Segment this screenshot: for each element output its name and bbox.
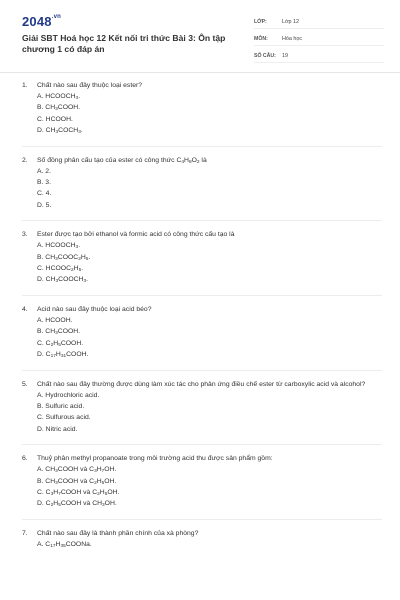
answer-option-b[interactable]: B. 3. (37, 179, 51, 187)
answer-option-d[interactable]: D. 5. (37, 201, 52, 209)
question-2 (22, 155, 382, 212)
answer-option-b[interactable]: B. $CH_3COOH$. (37, 328, 81, 337)
answer-options (22, 390, 382, 436)
question-number: 6. (22, 455, 28, 463)
answer-option-a[interactable]: A. $HCOOCH_3$. (37, 242, 81, 251)
question-divider (22, 295, 382, 296)
meta-value: Lớp 12 (282, 18, 300, 25)
answer-options (22, 464, 382, 510)
question-text: Chất nào sau đây là thành phần chính của xà phòng? (37, 529, 199, 537)
question-text: Chất nào sau đây thường được dùng làm xúc tác cho phản ứng điều chế ester từ carboxylic acid và alcohol? (37, 380, 366, 388)
meta-question-count (254, 50, 384, 63)
logo-suffix: .vn (51, 14, 62, 20)
document-meta (254, 16, 384, 67)
question-4 (22, 304, 382, 361)
question-text: Chất nào sau đây thuộc loại ester? (37, 82, 143, 89)
answer-option-c[interactable]: C. 4. (37, 190, 52, 198)
subscript: 2 (50, 342, 54, 348)
question-6 (22, 453, 382, 510)
answer-option-a[interactable]: A. 2. (37, 167, 51, 175)
question-divider (22, 220, 382, 221)
subscript: 3 (55, 279, 59, 285)
answer-option-a[interactable]: A. Hydrochloric acid. (37, 391, 100, 399)
question-divider (22, 519, 382, 520)
question-divider (22, 444, 382, 445)
subscript: 3 (94, 469, 97, 475)
subscript: 5 (101, 480, 105, 486)
subscript: 7 (58, 491, 61, 497)
meta-subject (254, 33, 384, 46)
question-text: Số đồng phân cấu tạo của ester có công thức $C_4H_8O_2$ là (37, 156, 207, 165)
question-number: 7. (22, 529, 28, 537)
answer-option-d[interactable]: D. $CH_3COCH_3$. (37, 127, 83, 136)
question-5 (22, 379, 382, 436)
answer-options (22, 539, 382, 550)
subscript: 4 (181, 159, 185, 165)
answer-option-c[interactable]: C. $C_3H_7COOH$ và $C_2H_5OH$. (37, 488, 120, 497)
answer-option-b[interactable]: B. Sulfuric acid. (37, 402, 85, 410)
answer-option-a[interactable]: A. $HCOOCH_3$. (37, 93, 81, 101)
question-number: 5. (22, 380, 28, 388)
subscript: 3 (102, 503, 105, 509)
subscript: 2 (71, 268, 74, 274)
subscript: 2 (196, 159, 200, 165)
document-header (0, 0, 400, 73)
answer-options (22, 315, 382, 361)
answer-option-d[interactable]: D. Nitric acid. (37, 425, 78, 433)
subscript: 5 (104, 491, 108, 497)
question-divider (22, 370, 382, 371)
subscript: 3 (55, 331, 58, 337)
subscript: 3 (55, 469, 58, 475)
question-text: Thuỷ phân methyl propanoate trong môi trường acid thu được sản phẩm gồm: (37, 455, 273, 463)
subscript: 5 (85, 256, 89, 262)
question-text: Ester được tạo bởi ethanol và formic acid có công thức cấu tạo là (37, 231, 235, 239)
question-7 (22, 528, 382, 550)
question-stem (22, 304, 382, 315)
answer-option-a[interactable]: A. HCOOH. (37, 316, 73, 324)
subscript: 5 (78, 268, 82, 274)
answer-option-b[interactable]: B. $CH_3COOC_2H_5$. (37, 253, 91, 262)
subscript: 8 (188, 159, 192, 165)
meta-grade (254, 16, 384, 29)
question-1 (22, 80, 382, 137)
question-number: 4. (22, 305, 28, 313)
question-number: 1. (22, 82, 28, 89)
answer-option-d[interactable]: D. $CH_3COOCH_3$. (37, 276, 89, 285)
subscript: 35 (60, 543, 66, 549)
answer-options (22, 91, 382, 137)
subscript: 17 (50, 543, 56, 549)
question-stem (22, 528, 382, 539)
subscript: 2 (78, 256, 81, 262)
site-logo[interactable] (22, 14, 61, 29)
question-number: 2. (22, 156, 28, 164)
subscript: 7 (101, 469, 105, 475)
subscript: 3 (75, 245, 79, 251)
question-list (22, 80, 382, 550)
subscript: 5 (58, 342, 61, 348)
question-stem (22, 379, 382, 390)
subscript: 31 (60, 354, 67, 360)
subscript: 3 (55, 256, 58, 262)
answer-options (22, 166, 382, 212)
subscript: 3 (55, 130, 59, 136)
question-stem (22, 80, 382, 91)
subscript: 5 (58, 503, 61, 509)
question-text: Acid nào sau đây thuộc loại acid béo? (37, 305, 152, 313)
subscript: 17 (50, 354, 56, 360)
answer-option-c[interactable]: C. $HCOOC_2H_5$. (37, 265, 84, 274)
subscript: 3 (50, 491, 54, 497)
subscript: 3 (75, 96, 79, 101)
answer-option-c[interactable]: C. Sulfurous acid. (37, 414, 91, 422)
meta-value: 19 (282, 52, 288, 59)
subscript: 3 (55, 107, 58, 113)
question-number: 3. (22, 231, 28, 239)
question-3 (22, 229, 382, 286)
answer-option-d[interactable]: D. $C_2H_5COOH$ và $CH_3OH$. (37, 500, 117, 509)
subscript: 3 (78, 130, 81, 136)
subscript: 3 (83, 279, 87, 285)
question-stem (22, 453, 382, 464)
meta-label: LỚP: (254, 18, 267, 25)
subscript: 2 (50, 503, 54, 509)
meta-label: MÔN: (254, 35, 268, 42)
answer-option-c[interactable]: C. HCOOH. (37, 115, 73, 123)
answer-option-b[interactable]: B. $CH_3COOH$ và $C_2H_5OH$. (37, 477, 117, 486)
answer-option-a[interactable]: A. $C_{17}H_{35}COONa$. (37, 540, 92, 549)
answer-option-c[interactable]: C. $C_2H_5COOH$. (37, 339, 84, 348)
subscript: 2 (94, 480, 97, 486)
meta-value: Hóa học (282, 35, 303, 42)
answer-option-b[interactable]: B. $CH_3COOH$. (37, 104, 81, 113)
document-title: Giải SBT Hoá học 12 Kết nối tri thức Bài 3: Ôn tập chương 1 có đáp án (22, 33, 226, 54)
subscript: 3 (55, 480, 58, 486)
question-stem (22, 155, 382, 166)
meta-label: SỐ CÂU: (254, 52, 276, 59)
question-stem (22, 229, 382, 240)
answer-option-a[interactable]: A. $CH_3COOH$ và $C_3H_7OH$. (37, 466, 117, 475)
answer-option-d[interactable]: D. $C_{17}H_{31}COOH$. (37, 351, 89, 360)
question-divider (22, 146, 382, 147)
logo-text: 2048 (22, 14, 52, 29)
answer-options (22, 240, 382, 286)
subscript: 2 (97, 491, 100, 497)
